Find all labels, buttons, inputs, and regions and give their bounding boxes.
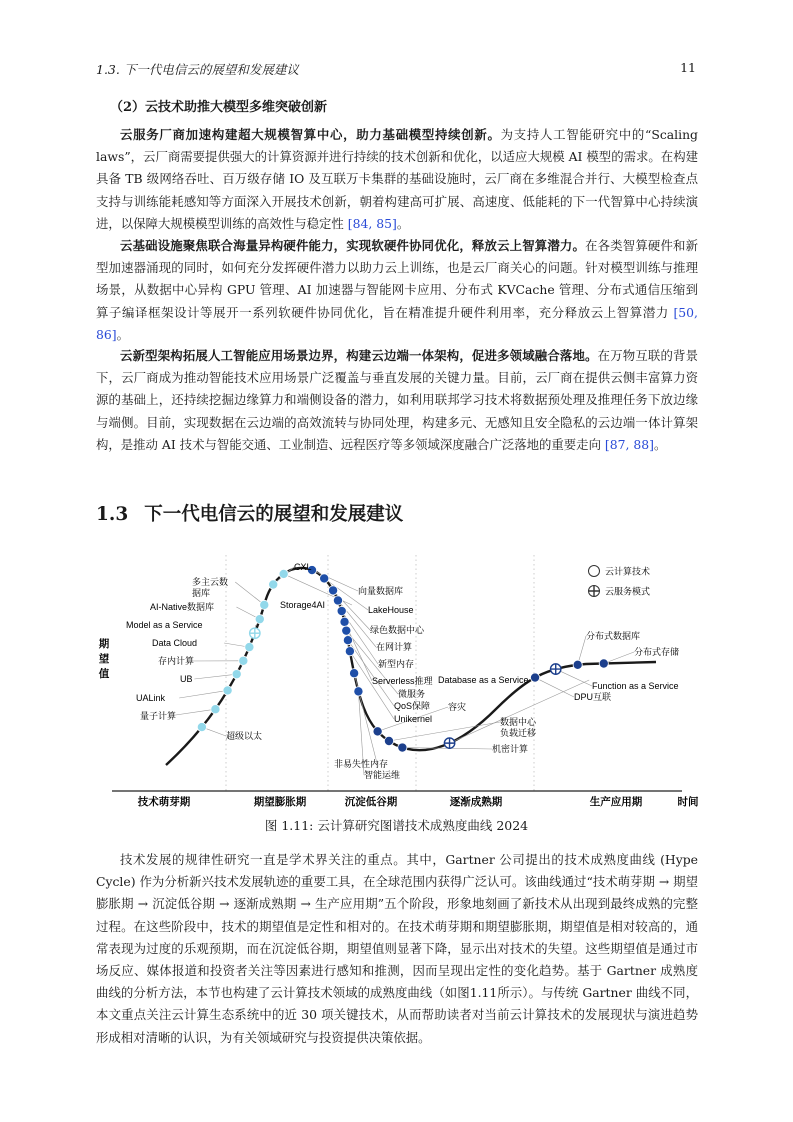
tech-marker[interactable] [328,586,337,595]
tech-label: 在网计算 [376,642,413,652]
running-head [96,60,696,80]
tech-marker[interactable] [373,727,382,736]
tech-marker[interactable] [599,659,608,668]
tech-marker[interactable] [340,617,349,626]
paragraph-3-body: 在万物互联的背景下，云厂商成为推动智能技术应用场景广泛覆盖与垂直发展的关键力量。目前，云厂商在提供云侧丰富算力资源的基础上，还持续挖掘边缘算力和端侧设备的潜力，如利用联邦学习技术将数据预处理及推理任务下放边缘与端侧。目前，实现数据在云边端的高效流转与协同处理，构建多元、无感知且安全隐私的云边端一体计算架构，是推动 AI 技术与智能交通、工业制造、远程医疗等多领域深度融合广泛落地的重要走向 [96,348,698,452]
tech-label: QoS保障 [394,701,431,711]
tech-label: 分布式存储 [634,647,680,657]
paragraph-2-lead: 云基础设施聚焦联合海量异构硬件能力，实现软硬件协同优化，释放云上智算潜力。 [120,238,586,253]
tech-marker[interactable] [398,743,407,752]
tech-label: 分布式数据库 [586,631,641,641]
tech-marker[interactable] [343,636,352,645]
leader-line [389,722,500,741]
phase-label: 期望膨胀期 [253,796,307,808]
paragraph-3-tail: 。 [654,436,667,452]
tech-marker[interactable] [342,626,351,635]
tech-marker[interactable] [197,722,206,731]
tech-marker[interactable] [345,647,354,656]
tech-marker[interactable] [269,580,278,589]
tech-label: 非易失性内存 [334,759,389,769]
phase-labels [137,795,643,808]
phase-label: 逐渐成熟期 [449,796,503,808]
paragraph-1-lead: 云服务厂商加速构建超大规模智算中心，助力基础模型持续创新。 [120,127,501,142]
tech-label: 智能运维 [364,770,401,780]
section-number: 1.3 [96,504,129,525]
leader-line [535,678,574,697]
tech-marker[interactable] [232,670,241,679]
legend-label: 云计算技术 [605,566,651,577]
tech-label: 数据中心 [500,717,537,727]
hype-cycle-chart [96,549,700,815]
paragraph-1-body: 为支持人工智能研究中的“Scaling laws”，云厂商需要提供强大的计算资源并进行持续的技术创新和优化，以适应大规模 AI 模型的需求。在构建具备 TB 级网络吞吐、百万级存储 IO 及互联万卡集群的基础设施时，云厂商在多维混合并行、大模型检查点支持与训练能耗感知等方面深入开展技术创新，朝着构建高可扩展、高速度、低能耗的下一代智算中心持续演进，以保障大规模模型训练的高效性与稳定性 [96,127,698,231]
tech-marker[interactable] [211,705,220,714]
tech-label: UB [180,674,193,684]
tech-label: 机密计算 [492,744,529,754]
citation-link[interactable]: [87, 88] [604,436,654,452]
tech-label: 容灾 [448,702,467,712]
tech-label: 存内计算 [158,656,195,666]
tech-marker[interactable] [320,574,329,583]
tech-label: Storage4AI [280,600,326,610]
tech-marker[interactable] [350,669,359,678]
tech-marker[interactable] [260,600,269,609]
tech-label: Function as a Service [592,681,679,691]
tech-label: Model as a Service [126,620,203,630]
tech-label: Serverless推理 [372,676,433,686]
tech-label: Data Cloud [152,638,198,648]
tech-label: 量子计算 [140,711,177,721]
section-title: 下一代电信云的展望和发展建议 [144,504,404,525]
phase-label: 技术萌芽期 [137,796,191,808]
tech-label: 向量数据库 [358,586,404,596]
y-axis-label-char: 期 [98,638,110,650]
legend [589,566,651,597]
paragraph-2 [96,235,698,346]
tech-label: LakeHouse [368,605,414,615]
tech-label: 新型内存 [378,659,415,669]
tech-label: 负载迁移 [500,728,537,738]
tech-label: AI-Native数据库 [150,602,215,612]
legend-marker-icon [589,566,600,577]
tech-marker[interactable] [354,687,363,696]
paragraph-2-tail: 。 [116,326,129,342]
tech-label: 超级以太 [226,731,263,741]
tech-label: 微服务 [398,689,426,699]
citation-link[interactable]: [84, 85] [347,215,397,231]
paragraph-1-tail: 。 [396,215,410,231]
section-heading [96,500,403,526]
tech-marker[interactable] [239,656,248,665]
closing-paragraph: 技术发展的规律性研究一直是学术界关注的重点。其中，Gartner 公司提出的技术成熟度曲线 (Hype Cycle) 作为分析新兴技术发展轨迹的重要工具，在全球范围内获得广泛认可。该曲线通过“技术萌芽期 → 期望膨胀期 → 沉淀低谷期 → 逐渐成熟期 → 生产应用期”五个阶段，形象地刻画了新技术从出现到最终成熟的完整过程。在这些阶段中，技术的期望值是定性和相对的。在技术萌芽期和期望膨胀期，期望值是相对较高的，通常表现为过度的乐观预期，而在沉淀低谷期，期望值则显著下降，显示出对技术的失望。这些期望值是通过市场反应、媒体报道和投资者关注等因素进行感知和推测，因而呈现出定性的变化趋势。基于 Gartner 成熟度曲线的分析方法，本节也构建了云计算技术领域的成熟度曲线（如图1.11所示）。与传统 Gartner 曲线不同，本文重点关注云计算生态系统中的近 30 项关键技术，从而帮助读者对当前云计算技术的发展现状与演进趋势形成相对清晰的认识，为有关领域研究与投资提供决策依据。 [96,852,698,1045]
tech-label: 据库 [192,588,211,598]
phase-label: 生产应用期 [589,796,643,808]
tech-label: 绿色数据中心 [370,625,425,635]
tech-label: CXL [294,562,312,572]
phase-label: 沉淀低谷期 [344,796,398,808]
subsection-title: （2）云技术助推大模型多维突破创新 [110,100,328,115]
y-axis-label-char: 值 [98,668,110,680]
leader-line [179,690,227,698]
legend-label: 云服务模式 [605,586,651,597]
paragraph-1 [96,124,698,235]
tech-marker[interactable] [333,596,342,605]
tech-marker[interactable] [279,569,288,578]
tech-label: 多主云数 [192,577,229,587]
paragraph-2-body: 在各类智算硬件和新型加速器涌现的同时，如何充分发挥硬件潜力以助力云上训练，也是云厂商关心的问题。针对模型训练与推理场景，从数据中心异构 GPU 管理、AI 加速器与智能网卡应用、分布式 KVCache 管理、分布式通信压缩到算子编译框架设计等展开一系列软硬件协同优化，旨在精准提升硬件利用率，充分释放云上智算潜力 [96,238,699,320]
paragraph-3-lead: 云新型架构拓展人工智能应用场景边界，构建云边端一体架构，促进多领域融合落地。 [120,348,598,363]
leader-line [194,674,236,679]
leader-line [235,582,264,605]
x-axis-label: 时间 [677,796,699,808]
tech-marker[interactable] [245,643,254,652]
running-head-title: 1.3. 下一代电信云的展望和发展建议 [96,62,299,77]
tech-marker[interactable] [573,660,582,669]
tech-marker[interactable] [530,673,539,682]
leader-line [556,669,592,686]
figure-caption: 图 1.11: 云计算研究图谱技术成熟度曲线 2024 [264,818,529,833]
page-number: 11 [680,60,696,75]
citation-link[interactable]: [50, 86] [96,304,698,342]
tech-marker[interactable] [337,606,346,615]
y-axis-label-char: 望 [98,653,110,665]
y-axis-label [98,637,110,680]
tech-label: Unikernel [394,714,433,724]
tech-label: UALink [136,693,166,703]
tech-label: Database as a Service [438,675,529,685]
tech-marker[interactable] [223,686,232,695]
tech-marker[interactable] [384,736,393,745]
tech-label: DPU互联 [574,692,612,702]
tech-marker[interactable] [255,615,264,624]
paragraph-3 [96,345,698,456]
